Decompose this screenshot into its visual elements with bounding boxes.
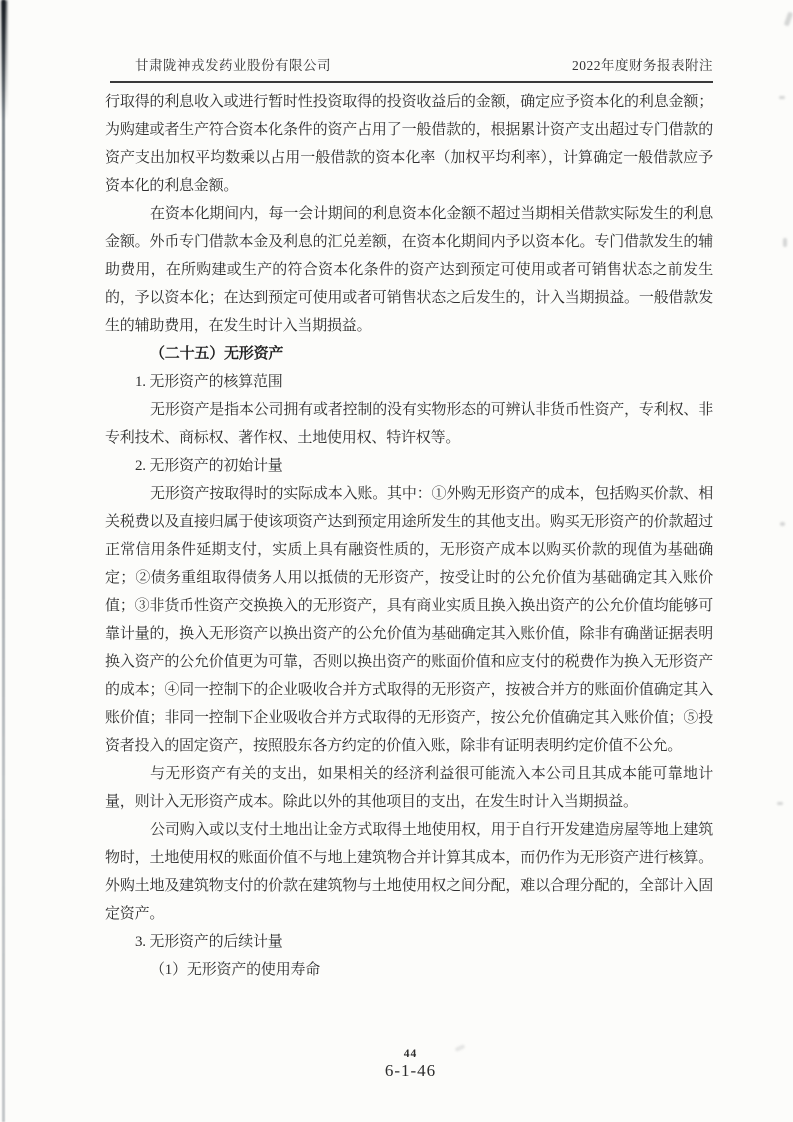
page-header bbox=[110, 54, 713, 83]
scan-bleedthrough-mark bbox=[784, 12, 793, 27]
company-name: 甘肃陇神戎发药业股份有限公司 bbox=[135, 58, 331, 73]
paragraph: 无形资产按取得时的实际成本入账。其中：①外购无形资产的成本，包括购买价款、相关税费以及直接归属于使该项资产达到预定用途所发生的其他支出。购买无形资产的价款超过正常信用条件延期支付，实质上具有融资性质的，无形资产成本以购买价款的现值为基础确定；②债务重组取得债务人用以抵债的无形资产，按受让时的公允价值为基础确定其入账价值；③非货币性资产交换换入的无形资产，具有商业实质且换入换出资产的公允价值均能够可靠计量的，换入无形资产以换出资产的公允价值为基础确定其入账价值，除非有确凿证据表明换入资产的公允价值更为可靠，否则以换出资产的账面价值和应支付的税费作为换入无形资产的成本；④同一控制下的企业吸收合并方式取得的无形资产，按被合并方的账面价值确定其入账价值；非同一控制下企业吸收合并方式取得的无形资产，按公允价值确定其入账价值；⑤投资者投入的固定资产，按照股东各方约定的价值入账，除非有证明表明约定价值不公允。 bbox=[105, 486, 713, 754]
report-title: 2022年度财务报表附注 bbox=[572, 58, 713, 73]
section-heading: 2. 无形资产的初始计量 bbox=[135, 458, 283, 474]
page-footer bbox=[0, 1048, 793, 1081]
section-heading: 1. 无形资产的核算范围 bbox=[135, 374, 283, 390]
paragraph: 与无形资产有关的支出，如果相关的经济利益很可能流入本公司且其成本能可靠地计量，则计入无形资产成本。除此以外的其他项目的支出，在发生时计入当期损益。 bbox=[105, 766, 713, 810]
scan-bleedthrough-mark bbox=[779, 96, 785, 99]
paragraph: 行取得的利息收入或进行暂时性投资取得的投资收益后的金额，确定应予资本化的利息金额；为购建或者生产符合资本化条件的资产占用了一般借款的，根据累计资产支出超过专门借款的资产支出加权平均数乘以占用一般借款的资本化率（加权平均利率），计算确定一般借款应予资本化的利息金额。 bbox=[105, 94, 713, 194]
document-page-code: 6-1-46 bbox=[384, 1061, 437, 1080]
scan-edge-shadow bbox=[1, 0, 7, 120]
section-heading: （二十五）无形资产 bbox=[150, 346, 284, 362]
section-heading: 3. 无形资产的后续计量 bbox=[135, 934, 283, 950]
document-body bbox=[105, 88, 713, 984]
scan-binding-edge bbox=[2, 0, 5, 1122]
scan-bleedthrough-mark bbox=[777, 802, 783, 805]
page-number: 44 bbox=[403, 1048, 418, 1060]
paragraph: 无形资产是指本公司拥有或者控制的没有实物形态的可辨认非货币性资产，专利权、非专利技术、商标权、著作权、土地使用权、特许权等。 bbox=[105, 402, 713, 446]
scan-bleedthrough-mark bbox=[780, 522, 785, 526]
paragraph: 公司购入或以支付土地出让金方式取得土地使用权，用于自行开发建造房屋等地上建筑物时，土地使用权的账面价值不与地上建筑物合并计算其成本，而仍作为无形资产进行核算。外购土地及建筑物支付的价款在建筑物与土地使用权之间分配，难以合理分配的，全部计入固定资产。 bbox=[105, 822, 713, 922]
paragraph: 在资本化期间内，每一会计期间的利息资本化金额不超过当期相关借款实际发生的利息金额。外币专门借款本金及利息的汇兑差额，在资本化期间内予以资本化。专门借款发生的辅助费用，在所购建或生产的符合资本化条件的资产达到预定可使用或者可销售状态之前发生的，予以资本化；在达到预定可使用或者可销售状态之后发生的，计入当期损益。一般借款发生的辅助费用，在发生时计入当期损益。 bbox=[105, 206, 713, 334]
section-heading: （1）无形资产的使用寿命 bbox=[150, 962, 321, 978]
scan-bleedthrough-mark bbox=[783, 238, 787, 247]
